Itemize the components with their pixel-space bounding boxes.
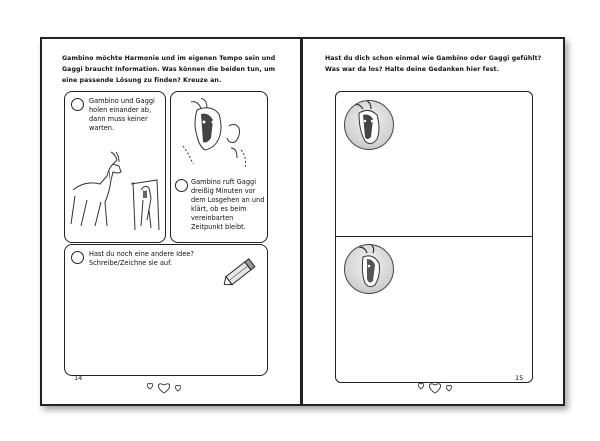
page-number-right: 15 bbox=[515, 374, 524, 382]
option-3-text: Hast du noch eine andere Idee? Schreibe/Zeichne sie auf. bbox=[89, 250, 194, 267]
hearts-icon bbox=[415, 380, 455, 396]
hearts-icon bbox=[144, 380, 184, 396]
option-1-checkbox[interactable] bbox=[71, 98, 84, 111]
thoughts-box[interactable] bbox=[335, 91, 533, 383]
right-instruction: Hast du dich schon einmal wie Gambino oder Gaggi gefühlt? Was war da los? Halte deine Gedanken hier fest. bbox=[325, 55, 542, 73]
gambino-portrait bbox=[344, 100, 394, 150]
option-1-text: Gambino und Gaggi holen einander ab, dann muss keiner warten. bbox=[89, 97, 155, 132]
gaggi-portrait bbox=[344, 244, 394, 294]
option-2-text: Gambino ruft Gaggi dreißig Minuten vor dem Losgehen an und klärt, ob es beim vereinbarten Zeitpunkt bleibt. bbox=[191, 178, 265, 231]
chamois-illustration bbox=[65, 150, 165, 240]
left-page bbox=[42, 39, 300, 404]
chamois-illustration bbox=[171, 98, 267, 178]
box-divider bbox=[336, 236, 532, 237]
option-2-checkbox[interactable] bbox=[175, 179, 188, 192]
right-page bbox=[303, 39, 563, 404]
page-number-left: 14 bbox=[74, 374, 83, 382]
option-box-3 bbox=[64, 244, 268, 376]
pencil-icon bbox=[220, 255, 260, 289]
open-book bbox=[40, 37, 565, 406]
option-box-1 bbox=[64, 91, 166, 243]
left-instruction: Gambino möchte Harmonie und im eigenen Tempo sein und Gaggi braucht Information. Was können die beiden tun, um eine passende Lösung zu finden? Kreuze an. bbox=[62, 55, 276, 84]
option-3-checkbox[interactable] bbox=[71, 251, 84, 264]
option-box-2 bbox=[170, 91, 268, 243]
